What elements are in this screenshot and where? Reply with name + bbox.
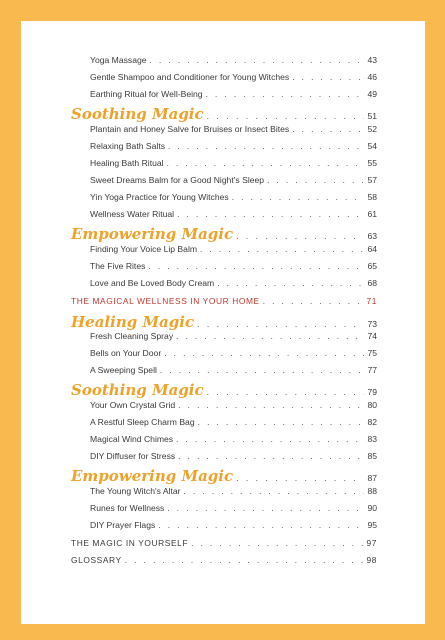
entry-title: Yoga Massage: [90, 55, 147, 65]
toc-entry-healing-bath-ritual[interactable]: [90, 158, 377, 168]
page-number: 82: [367, 417, 377, 427]
entry-title: Bells on Your Door: [90, 348, 162, 358]
dot-leader: [160, 366, 365, 375]
entry-title: Relaxing Bath Salts: [90, 141, 165, 151]
entry-title: DIY Diffuser for Stress: [90, 451, 176, 461]
toc-entry-fresh-cleaning-spray[interactable]: [90, 331, 377, 341]
toc-section-soothing-magic[interactable]: [71, 381, 377, 399]
page-number: 74: [367, 331, 377, 341]
dot-leader: [167, 504, 364, 513]
dot-leader: [217, 279, 364, 288]
toc-entry-diy-prayer-flags[interactable]: [90, 520, 377, 530]
toc-entry-yin-yoga-practice-for-young-witches[interactable]: [90, 192, 377, 202]
entry-title: Earthing Ritual for Well-Being: [90, 89, 203, 99]
page-number: 80: [367, 400, 377, 410]
dot-leader: [184, 487, 365, 496]
dot-leader: [207, 387, 365, 397]
toc-entry-bells-on-your-door[interactable]: [90, 348, 377, 358]
entry-title: Finding Your Voice Lip Balm: [90, 244, 198, 254]
toc-chapter-the-magical-wellness-in-your-home[interactable]: [71, 296, 377, 306]
toc-entry-earthing-ritual-for-well-being[interactable]: [90, 89, 377, 99]
entry-title: Love and Be Loved Body Cream: [90, 278, 215, 288]
page-number: 95: [367, 520, 377, 530]
page-number: 61: [367, 209, 377, 219]
dot-leader: [178, 401, 364, 410]
dot-leader: [167, 159, 365, 168]
toc-entry-relaxing-bath-salts[interactable]: [90, 141, 377, 151]
dot-leader: [164, 349, 364, 358]
page-number: 71: [366, 296, 377, 306]
page-number: 83: [367, 434, 377, 444]
dot-leader: [267, 176, 364, 185]
page-number: 63: [367, 231, 377, 241]
toc-entry-a-restful-sleep-charm-bag[interactable]: [90, 417, 377, 427]
entry-title: Gentle Shampoo and Conditioner for Young Witches: [90, 72, 290, 82]
dot-leader: [191, 539, 363, 548]
toc-entry-sweet-dreams-balm-for-a-good-night-s-sleep[interactable]: [90, 175, 377, 185]
page-number: 57: [367, 175, 377, 185]
dot-leader: [168, 142, 364, 151]
page-number: 43: [367, 55, 377, 65]
toc-entry-love-and-be-loved-body-cream[interactable]: [90, 278, 377, 288]
toc-entry-diy-diffuser-for-stress[interactable]: [90, 451, 377, 461]
page-number: 87: [367, 473, 377, 483]
toc-entry-your-own-crystal-grid[interactable]: [90, 400, 377, 410]
page-number: 90: [367, 503, 377, 513]
section-title: Soothing Magic: [71, 381, 204, 399]
page-number: 65: [367, 261, 377, 271]
entry-title: Fresh Cleaning Spray: [90, 331, 174, 341]
dot-leader: [200, 245, 364, 254]
page-number: 73: [367, 319, 377, 329]
entry-title: Plantain and Honey Salve for Bruises or Insect Bites: [90, 124, 290, 134]
section-title: Healing Magic: [71, 313, 195, 331]
toc-section-empowering-magic[interactable]: [71, 467, 377, 485]
entry-title: A Sweeping Spell: [90, 365, 157, 375]
dot-leader: [207, 111, 365, 121]
page-number: 55: [367, 158, 377, 168]
toc-entry-yoga-massage[interactable]: [90, 55, 377, 65]
dot-leader: [197, 319, 364, 329]
dot-leader: [148, 262, 364, 271]
chapter-title: THE MAGICAL WELLNESS IN YOUR HOME: [71, 296, 260, 306]
entry-title: Sweet Dreams Balm for a Good Night's Sleep: [90, 175, 265, 185]
toc-entry-gentle-shampoo-and-conditioner-for-young-witches[interactable]: [90, 72, 377, 82]
toc-entry-a-sweeping-spell[interactable]: [90, 365, 377, 375]
entry-title: Runes for Wellness: [90, 503, 165, 513]
section-title: Empowering Magic: [71, 467, 234, 485]
toc-entry-plantain-and-honey-salve-for-bruises-or-insect-bites[interactable]: [90, 124, 377, 134]
entry-title: A Restful Sleep Charm Bag: [90, 417, 195, 427]
dot-leader: [263, 297, 364, 306]
dot-leader: [176, 435, 364, 444]
dot-leader: [176, 332, 364, 341]
toc-entry-wellness-water-ritual[interactable]: [90, 209, 377, 219]
chapter-title: GLOSSARY: [71, 555, 122, 565]
page-number: 58: [367, 192, 377, 202]
toc-chapter-the-magic-in-yourself[interactable]: [71, 538, 377, 548]
dot-leader: [158, 521, 364, 530]
toc-entry-runes-for-wellness[interactable]: [90, 503, 377, 513]
page-number: 64: [367, 244, 377, 254]
page-number: 79: [367, 387, 377, 397]
entry-title: Wellness Water Ritual: [90, 209, 175, 219]
page-number: 68: [367, 278, 377, 288]
dot-leader: [236, 231, 364, 241]
page-number: 51: [367, 111, 377, 121]
toc-entry-the-young-witch-s-altar[interactable]: [90, 486, 377, 496]
entry-title: Yin Yoga Practice for Young Witches: [90, 192, 229, 202]
page-number: 46: [367, 72, 377, 82]
dot-leader: [125, 556, 364, 565]
dot-leader: [177, 210, 364, 219]
dot-leader: [232, 193, 365, 202]
dot-leader: [292, 73, 364, 82]
dot-leader: [236, 473, 364, 483]
page-number: 49: [367, 89, 377, 99]
page-number: 97: [366, 538, 377, 548]
page-number: 52: [367, 124, 377, 134]
page-number: 75: [367, 348, 377, 358]
toc-page: [21, 21, 425, 624]
page-number: 98: [366, 555, 377, 565]
dot-leader: [206, 90, 365, 99]
toc-entry-the-five-rites[interactable]: [90, 261, 377, 271]
section-title: Soothing Magic: [71, 105, 204, 123]
toc-section-healing-magic[interactable]: [71, 313, 377, 331]
dot-leader: [150, 56, 365, 65]
chapter-title: THE MAGIC IN YOURSELF: [71, 538, 189, 548]
page-number: 54: [367, 141, 377, 151]
dot-leader: [178, 452, 364, 461]
entry-title: DIY Prayer Flags: [90, 520, 156, 530]
dot-leader: [292, 125, 364, 134]
page-number: 77: [367, 365, 377, 375]
entry-title: The Young Witch's Altar: [90, 486, 181, 496]
toc-section-soothing-magic[interactable]: [71, 105, 377, 123]
entry-title: The Five Rites: [90, 261, 146, 271]
dot-leader: [198, 418, 365, 427]
entry-title: Healing Bath Ritual: [90, 158, 164, 168]
entry-title: Your Own Crystal Grid: [90, 400, 176, 410]
toc-chapter-glossary[interactable]: [71, 555, 377, 565]
toc-section-empowering-magic[interactable]: [71, 225, 377, 243]
entry-title: Magical Wind Chimes: [90, 434, 174, 444]
toc-entry-magical-wind-chimes[interactable]: [90, 434, 377, 444]
page-number: 88: [367, 486, 377, 496]
page-number: 85: [367, 451, 377, 461]
section-title: Empowering Magic: [71, 225, 234, 243]
toc-entry-finding-your-voice-lip-balm[interactable]: [90, 244, 377, 254]
